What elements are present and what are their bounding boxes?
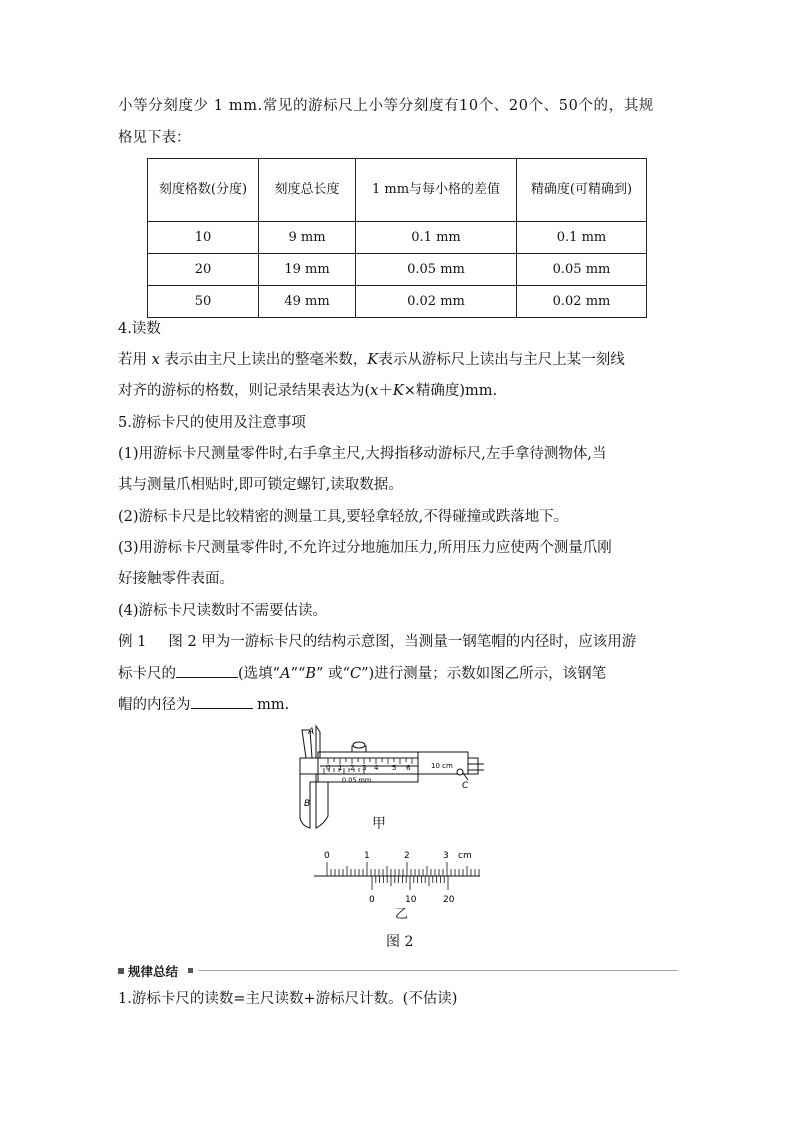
tick-label: 5 xyxy=(392,764,397,772)
header-total-length: 刻度总长度 xyxy=(259,159,356,222)
header-difference: 1 mm与每小格的差值 xyxy=(356,159,517,222)
figure-caption: 图 2 xyxy=(386,934,414,950)
header-precision: 精确度(可精确到) xyxy=(517,159,647,222)
section-5-item: (2)游标卡尺是比较精密的测量工具,要轻拿轻放,不得碰撞或跌落地下。 xyxy=(118,509,569,525)
tick-label: 4 xyxy=(374,764,379,772)
jaw-label-b: B xyxy=(304,799,311,809)
jaw-label-a: A xyxy=(308,727,315,737)
vernier-spec-table xyxy=(147,158,647,318)
example-label: 例 1 xyxy=(118,634,147,650)
table-cell: 0.02 mm xyxy=(517,286,647,318)
table-cell: 19 mm xyxy=(259,254,356,286)
answer-blank-2[interactable] xyxy=(191,694,253,709)
intro-line-2: 格见下表： xyxy=(118,130,191,146)
summary-heading: 规律总结 xyxy=(128,964,179,979)
depth-rod-label-c: C xyxy=(462,781,469,791)
table-cell: 0.05 mm xyxy=(356,254,517,286)
section-5-item: (4)游标卡尺读数时不需要估读。 xyxy=(118,603,328,619)
figure-jia-caption: 甲 xyxy=(372,816,386,832)
header-divisions: 刻度格数(分度) xyxy=(148,159,259,222)
table-row xyxy=(148,254,647,286)
example-line-2: 标卡尺的 (选填“A”“B” 或“C”)进行测量；示数如图乙所示，该钢笔 xyxy=(118,663,606,684)
section-4-title: 4.读数 xyxy=(118,321,161,337)
table-cell: 9 mm xyxy=(259,222,356,254)
section-4-body-1: 若用 x 表示由主尺上读出的整毫米数，K表示从游标尺上读出与主尺上某一刻线 xyxy=(118,352,625,368)
intro-line-1: 小等分刻度少 1 mm.常见的游标尺上小等分刻度有10个、20个、50个的，其规 xyxy=(118,98,654,114)
table-cell: 20 xyxy=(148,254,259,286)
table-cell: 0.1 mm xyxy=(356,222,517,254)
vernier-precision-label: 0.05 mm xyxy=(342,776,372,784)
table-cell: 0.1 mm xyxy=(517,222,647,254)
tick-label: 6 xyxy=(406,764,411,772)
tick-label: 1 xyxy=(338,764,343,772)
main-scale-label: 1 xyxy=(364,851,370,861)
vernier-scale-label: 20 xyxy=(443,895,455,905)
table-cell: 10 xyxy=(148,222,259,254)
tick-label: 0 xyxy=(326,764,331,772)
table-cell: 49 mm xyxy=(259,286,356,318)
main-scale-label: 0 xyxy=(324,851,330,861)
table-cell: 50 xyxy=(148,286,259,318)
answer-blank-1[interactable] xyxy=(176,663,238,678)
tick-label: 3 xyxy=(362,764,367,772)
main-scale-label: 3 xyxy=(443,851,449,861)
example-line-1: 例 1 图 2 甲为一游标卡尺的结构示意图，当测量一钢笔帽的内径时，应该用游 xyxy=(118,634,637,650)
example-line-3: 帽的内径为 mm. xyxy=(118,694,289,715)
table-row xyxy=(148,222,647,254)
tick-label: 2 xyxy=(350,764,355,772)
table-cell: 0.05 mm xyxy=(517,254,647,286)
section-4-body-2: 对齐的游标的格数，则记录结果表达为(x＋K×精确度)mm. xyxy=(118,383,498,399)
summary-heading-bar xyxy=(118,962,678,980)
section-5-item: 其与测量爪相贴时,即可锁定螺钉,读取数据。 xyxy=(118,477,403,493)
table-header-row xyxy=(148,159,647,222)
figure-yi-caption: 乙 xyxy=(395,907,409,922)
caliper-structure-diagram xyxy=(288,724,488,834)
main-scale-unit: cm xyxy=(458,851,472,861)
vernier-scale-label: 0 xyxy=(369,895,375,905)
summary-divider xyxy=(198,970,678,971)
vernier-scale-label: 10 xyxy=(405,895,417,905)
section-5-item: (1)用游标卡尺测量零件时,右手拿主尺,大拇指移动游标尺,左手拿待测物体,当 xyxy=(118,446,607,462)
summary-item-1: 1.游标卡尺的读数=主尺读数+游标尺计数。(不估读) xyxy=(118,991,458,1007)
tick-label: 10 cm xyxy=(431,762,453,770)
main-scale-label: 2 xyxy=(404,851,410,861)
table-row xyxy=(148,286,647,318)
section-5-item: 好接触零件表面。 xyxy=(118,571,234,587)
table-cell: 0.02 mm xyxy=(356,286,517,318)
section-5-item: (3)用游标卡尺测量零件时,不允许过分地施加压力,所用压力应使两个测量爪刚 xyxy=(118,540,612,556)
section-5-title: 5.游标卡尺的使用及注意事项 xyxy=(118,415,306,431)
caliper-reading-diagram xyxy=(312,846,482,910)
